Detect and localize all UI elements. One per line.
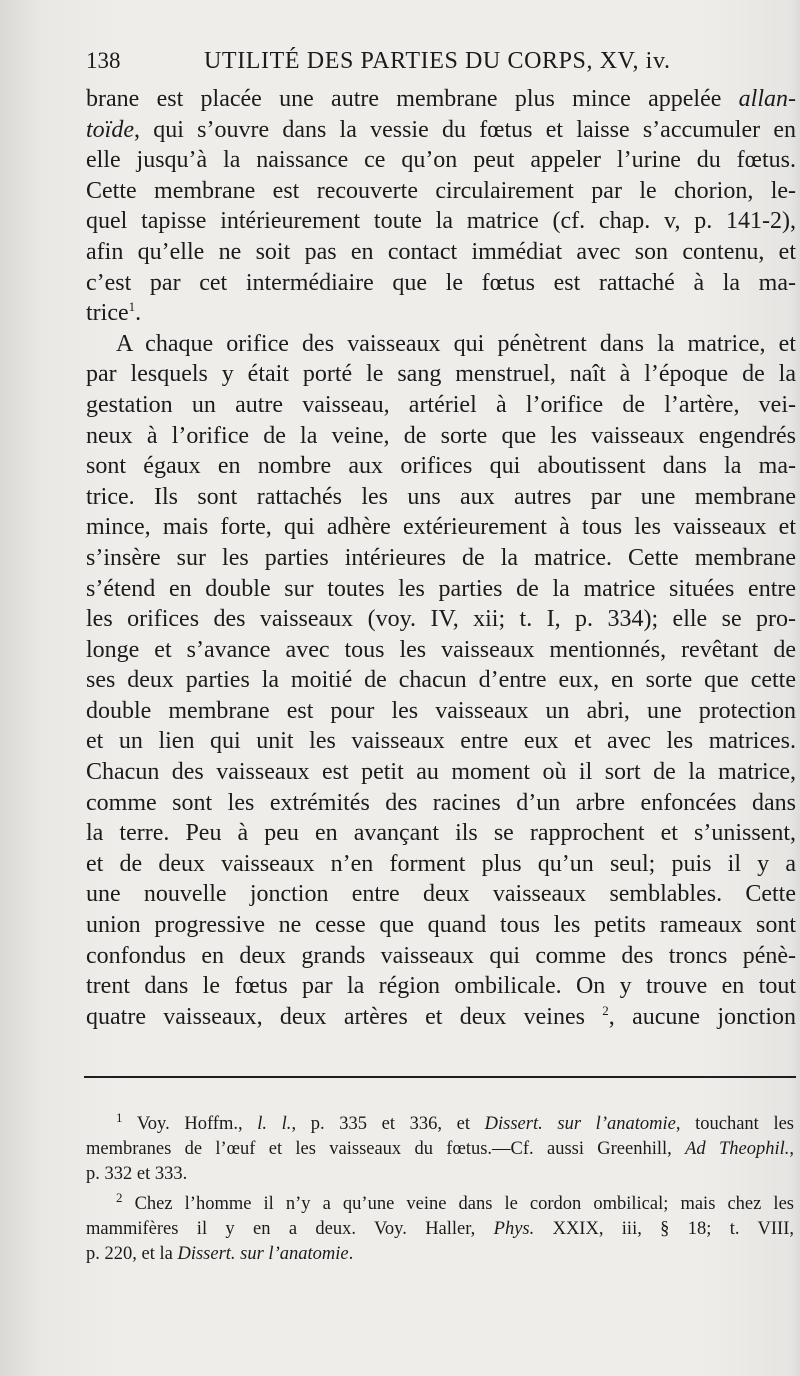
text-run: , p. 335 et 336, et bbox=[291, 1114, 485, 1134]
footnote-line bbox=[86, 1109, 795, 1137]
text-run: sont égaux en nombre aux orifices qui aboutissent dans la ma- bbox=[86, 453, 796, 480]
text-run: et un lien qui unit les vaisseaux entre eux et avec les matrices. bbox=[86, 728, 796, 755]
text-run: , touchant les bbox=[675, 1114, 795, 1134]
text-run: A chaque orifice des vaisseaux qui pénètrent dans la matrice, et bbox=[116, 330, 796, 357]
italic-text: Dissert. sur l’anatomie bbox=[484, 1114, 676, 1134]
text-line bbox=[86, 788, 796, 819]
text-line bbox=[86, 84, 796, 115]
text-line bbox=[86, 176, 796, 207]
text-line bbox=[86, 574, 796, 605]
footnote-marker: 2 bbox=[602, 1002, 609, 1018]
footnote-line bbox=[86, 1217, 794, 1242]
text-run: gestation un autre vaisseau, artériel à l’orifice de l’artère, vei- bbox=[86, 391, 796, 418]
text-line bbox=[86, 849, 796, 880]
italic-text: toïde bbox=[86, 116, 134, 143]
text-run: Chacun des vaisseaux est petit au moment où il sort de la matrice, bbox=[86, 759, 796, 786]
text-run: trice. Ils sont rattachés les uns aux autres par une membrane bbox=[86, 483, 796, 510]
text-line bbox=[86, 115, 796, 146]
text-line bbox=[86, 390, 796, 421]
footnote-line bbox=[86, 1162, 794, 1187]
text-line bbox=[86, 635, 796, 666]
italic-text: l. l. bbox=[257, 1114, 292, 1134]
main-text-block bbox=[86, 84, 796, 1032]
text-run: et de deux vaisseaux n’en forment plus qu’un seul; puis il y a bbox=[86, 850, 796, 877]
text-run: par lesquels y était porté le sang menstruel, naît à l’époque de la bbox=[86, 361, 796, 388]
footnote-line bbox=[86, 1192, 794, 1217]
text-line bbox=[86, 482, 796, 513]
text-run: mammifères il y en a deux. Voy. Haller, bbox=[86, 1219, 494, 1240]
text-run: comme sont les extrémités des racines d’un arbre enfoncées dans bbox=[86, 789, 796, 816]
text-run: membranes de l’œuf et les vaisseaux du fœtus.—Cf. aussi Greenhill, bbox=[86, 1138, 686, 1159]
footnote-marker: 2 bbox=[116, 1190, 123, 1206]
text-line bbox=[86, 879, 796, 910]
footnote-marker: 1 bbox=[116, 1109, 123, 1125]
footnote bbox=[86, 1109, 795, 1186]
text-run: p. 332 et 333. bbox=[86, 1163, 188, 1184]
text-run: quel tapisse intérieurement toute la matrice (cf. chap. v, p. 141-2), bbox=[86, 208, 796, 235]
text-line bbox=[86, 604, 796, 635]
italic-text: Dissert. sur l’anatomie bbox=[177, 1243, 349, 1264]
text-line bbox=[86, 665, 796, 696]
text-line bbox=[86, 298, 796, 329]
text-run: longe et s’avance avec tous les vaisseaux mentionnés, revêtant de bbox=[86, 636, 796, 663]
text-run: . bbox=[135, 300, 142, 327]
running-title: UTILITÉ DES PARTIES DU CORPS, XV, iv. bbox=[204, 48, 671, 74]
text-run: p. 220, et la bbox=[86, 1243, 178, 1264]
text-run: confondus en deux grands vaisseaux qui comme des troncs pénè- bbox=[86, 942, 796, 969]
text-run: Cette membrane est recouverte circulairement par le chorion, le- bbox=[86, 177, 796, 204]
text-line bbox=[86, 696, 796, 727]
text-run: brane est placée une autre membrane plus mince appelée bbox=[86, 86, 739, 112]
text-line bbox=[86, 818, 796, 849]
text-line bbox=[86, 910, 796, 941]
text-run: , aucune jonction bbox=[608, 1003, 796, 1030]
text-line bbox=[86, 421, 796, 452]
text-run: , bbox=[789, 1138, 794, 1159]
footnote-separator-rule bbox=[84, 1076, 796, 1078]
italic-text: allan- bbox=[738, 86, 796, 112]
text-line bbox=[86, 543, 796, 574]
text-run: c’est par cet intermédiaire que le fœtus est rattaché à la ma- bbox=[86, 269, 796, 296]
text-line bbox=[86, 237, 796, 268]
text-run: une nouvelle jonction entre deux vaisseaux semblables. Cette bbox=[86, 881, 796, 908]
text-run: ses deux parties la moitié de chacun d’entre eux, en sorte que cette bbox=[86, 667, 796, 694]
text-line bbox=[86, 359, 796, 390]
footnote bbox=[86, 1192, 794, 1266]
text-line bbox=[86, 206, 796, 237]
text-run: union progressive ne cesse que quand tous les petits rameaux sont bbox=[86, 912, 796, 939]
text-run: Voy. Hoffm., bbox=[122, 1114, 258, 1134]
text-run: mince, mais forte, qui adhère extérieurement à tous les vaisseaux et bbox=[86, 514, 796, 541]
text-run: double membrane est pour les vaisseaux un abri, une protection bbox=[86, 697, 796, 724]
text-run: . bbox=[348, 1243, 354, 1264]
text-line bbox=[86, 145, 796, 176]
italic-text: Ad Theophil. bbox=[685, 1138, 790, 1159]
text-run: neux à l’orifice de la veine, de sorte que les vaisseaux engendrés bbox=[86, 422, 796, 449]
text-run: Chez l’homme il n’y a qu’une veine dans le cordon ombilical; mais chez les bbox=[122, 1194, 794, 1215]
text-line bbox=[86, 451, 796, 482]
italic-text: Phys. bbox=[493, 1219, 535, 1240]
text-line bbox=[86, 971, 796, 1002]
text-run: , qui s’ouvre dans la vessie du fœtus et laisse s’accumuler en bbox=[134, 116, 796, 143]
text-run: quatre vaisseaux, deux artères et deux veines bbox=[86, 1003, 603, 1030]
text-line bbox=[86, 757, 796, 788]
text-run: elle jusqu’à la naissance ce qu’on peut appeler l’urine du fœtus. bbox=[86, 147, 796, 174]
text-line bbox=[86, 941, 796, 972]
text-line bbox=[86, 512, 796, 543]
text-run: afin qu’elle ne soit pas en contact immédiat avec son contenu, et bbox=[86, 238, 796, 265]
text-run: XXIX, iii, § 18; t. VIII, bbox=[534, 1219, 794, 1240]
footnote-line bbox=[86, 1242, 794, 1267]
text-run: s’étend en double sur toutes les parties de la matrice situées entre bbox=[86, 575, 796, 602]
text-run: trent dans le fœtus par la région ombilicale. On y trouve en tout bbox=[86, 973, 796, 1000]
text-line bbox=[86, 329, 796, 360]
page-number: 138 bbox=[86, 48, 121, 73]
footnote-line bbox=[86, 1137, 794, 1162]
text-run: s’insère sur les parties intérieures de la matrice. Cette membrane bbox=[86, 544, 796, 571]
text-run: la terre. Peu à peu en avançant ils se rapprochent et s’unissent, bbox=[86, 820, 796, 847]
footnotes-block bbox=[86, 1109, 795, 1267]
text-run: les orifices des vaisseaux (voy. IV, xii; t. I, p. 334); elle se pro- bbox=[86, 606, 796, 633]
footnote-marker: 1 bbox=[128, 299, 136, 315]
page-header bbox=[86, 44, 706, 80]
text-run: trice bbox=[86, 300, 129, 327]
text-line bbox=[86, 268, 796, 299]
text-line bbox=[86, 726, 796, 757]
text-line bbox=[86, 1002, 796, 1033]
